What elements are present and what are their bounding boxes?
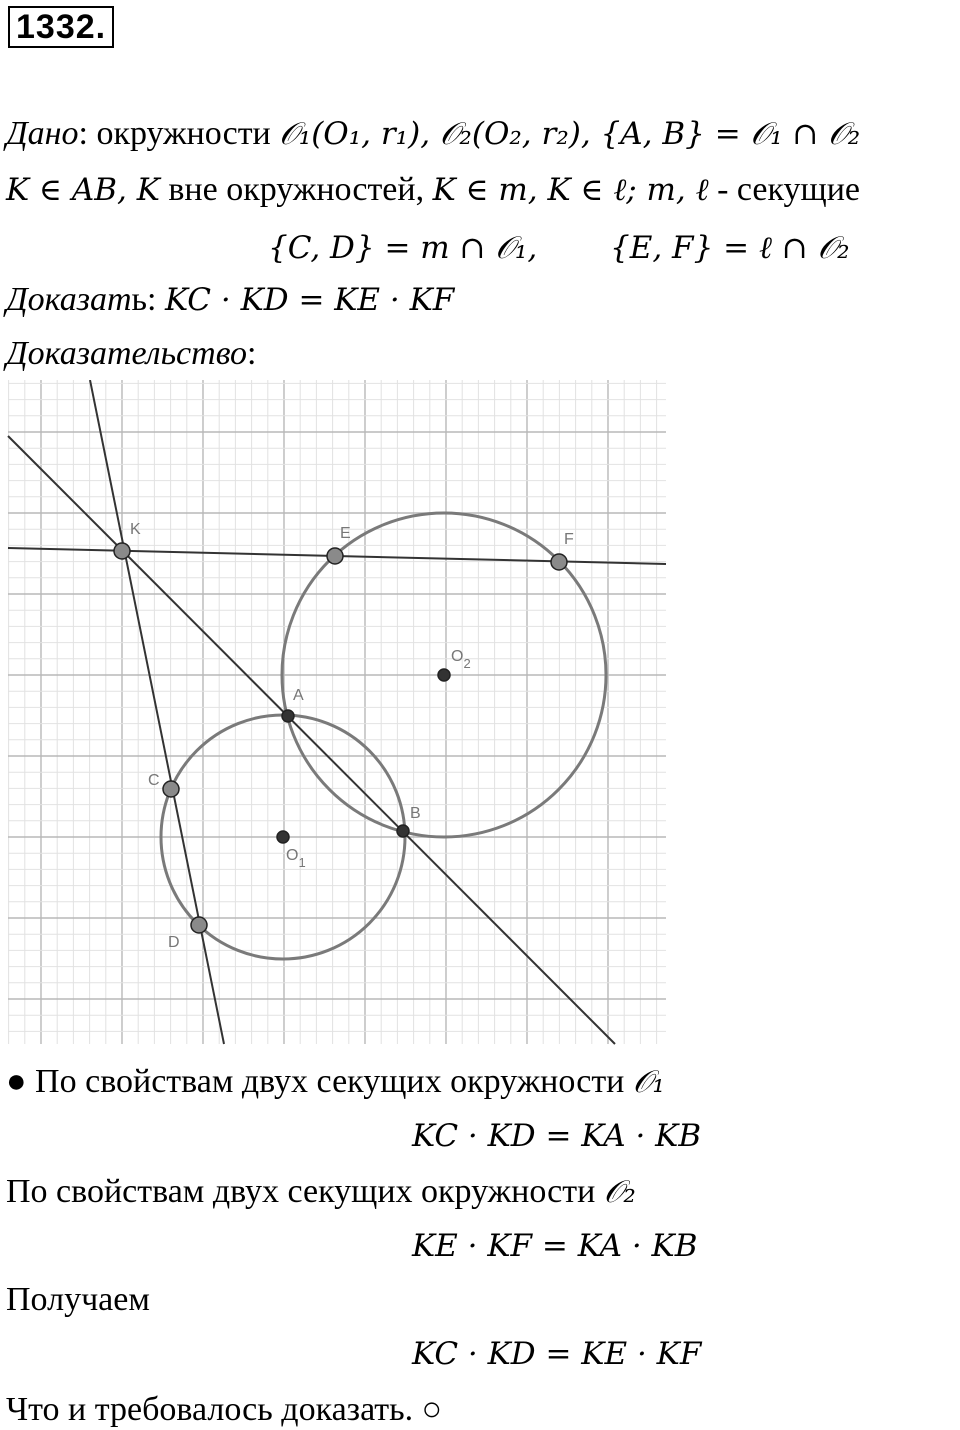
given-math-2b: K ∈ m, K ∈ ℓ; m, ℓ xyxy=(432,172,709,208)
prove-label-a: Доказат xyxy=(6,281,132,318)
problem-number: 1332. xyxy=(8,6,114,48)
point-label-A: A xyxy=(293,687,304,704)
step-2-text: По свойствам двух секущих окружности xyxy=(6,1173,604,1210)
given-line-2 xyxy=(6,170,860,210)
given-label: Дано xyxy=(6,115,79,152)
step-2 xyxy=(6,1172,636,1212)
point-label-E: E xyxy=(340,525,351,542)
point-label-C: C xyxy=(148,772,160,789)
given-math-1: 𝒪₁(O₁, r₁), 𝒪₂(O₂, r₂), {A, B} = 𝒪₁ ∩ 𝒪₂ xyxy=(279,116,861,152)
step-1-formula-text: KC · KD = KA · KB xyxy=(412,1118,702,1154)
point-D xyxy=(191,917,207,933)
point-label-K: K xyxy=(130,521,141,538)
grid xyxy=(8,380,666,1044)
prove-line xyxy=(6,280,454,320)
point-E xyxy=(327,548,343,564)
given-line-3b xyxy=(610,228,850,268)
step-2-formula-text: KE · KF = KA · KB xyxy=(412,1228,698,1264)
point-F xyxy=(551,554,567,570)
line-m xyxy=(90,380,224,1044)
step-3-text: Получаем xyxy=(6,1281,150,1318)
given-text-1: : окружности xyxy=(78,115,280,152)
given-text-2b: - секущие xyxy=(708,171,860,208)
step-3-formula xyxy=(412,1334,701,1374)
step-2-formula xyxy=(412,1226,698,1266)
step-1-text: По свойствам двух секущих окружности xyxy=(26,1063,633,1100)
step-3 xyxy=(6,1280,150,1320)
given-math-2a: K ∈ AB, K xyxy=(6,172,160,208)
point-label-B: B xyxy=(410,805,421,822)
point-O1 xyxy=(277,831,289,843)
step-1-formula xyxy=(412,1116,701,1156)
point-A xyxy=(282,710,294,722)
step-3-formula-text: KC · KD = KE · KF xyxy=(412,1336,702,1372)
prove-label-b: ь: xyxy=(131,281,157,318)
point-label-F: F xyxy=(564,531,574,548)
secant-lines xyxy=(8,380,666,1044)
given-line-1 xyxy=(6,114,860,154)
step-2-circle: 𝒪₂ xyxy=(603,1174,636,1210)
given-line-3a xyxy=(268,228,537,268)
geometry-figure xyxy=(0,380,680,1045)
point-O2 xyxy=(438,669,450,681)
point-label-O1: $O_1$ xyxy=(286,847,306,870)
circles xyxy=(161,513,606,959)
point-C xyxy=(163,781,179,797)
given-text-2a: вне окружностей, xyxy=(159,171,433,208)
point-label-O2: $O_2$ xyxy=(451,648,471,671)
step-1-circle: 𝒪₁ xyxy=(632,1064,665,1100)
point-B xyxy=(397,825,409,837)
conclusion-text: Что и требовалось доказать. xyxy=(6,1391,422,1428)
prove-math: KC · KD = KE · KF xyxy=(164,282,455,318)
point-label-D: D xyxy=(168,934,180,951)
given-math-3a: {C, D} = m ∩ 𝒪₁, xyxy=(268,230,538,266)
conclusion xyxy=(6,1390,442,1430)
end-mark: ○ xyxy=(421,1391,443,1428)
bullet: ● xyxy=(6,1063,27,1100)
given-math-3b: {E, F} = ℓ ∩ 𝒪₂ xyxy=(610,230,850,266)
points xyxy=(114,521,574,951)
proof-label: Доказательство xyxy=(6,335,248,372)
proof-colon: : xyxy=(247,335,257,372)
step-1 xyxy=(6,1062,665,1102)
point-K xyxy=(114,543,130,559)
proof-heading xyxy=(6,334,256,374)
